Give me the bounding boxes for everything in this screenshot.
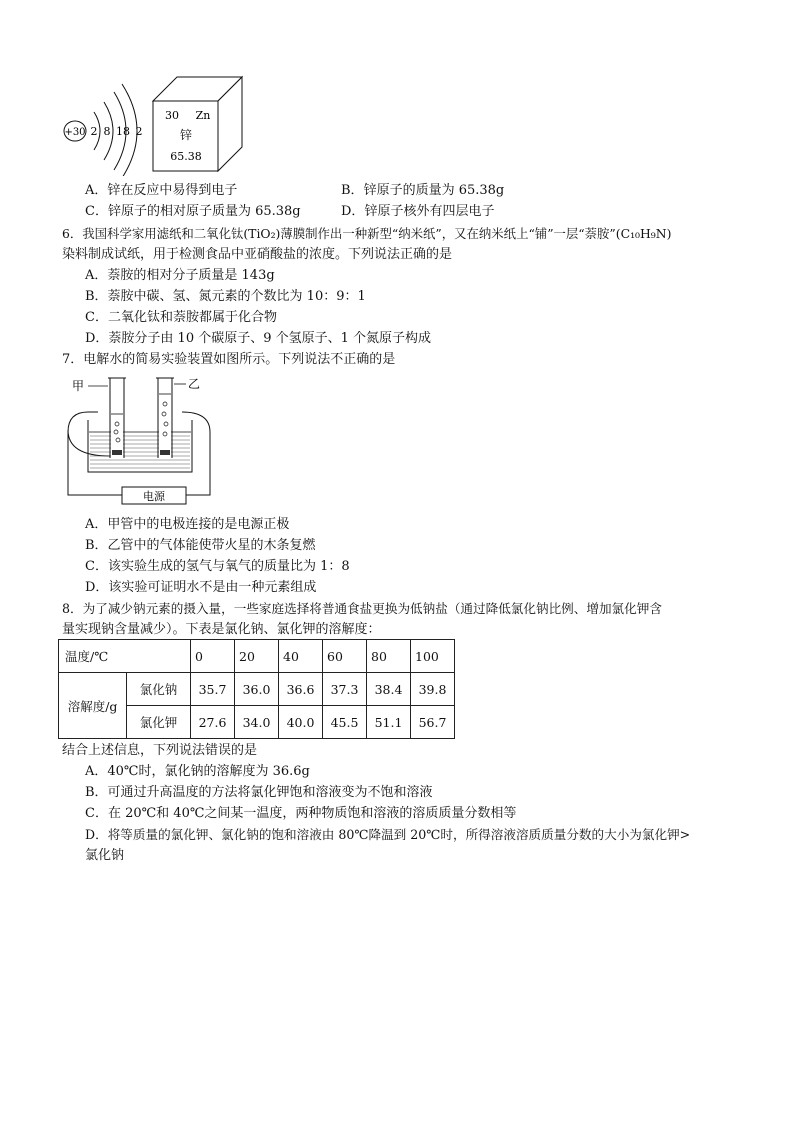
q7-option-c: C．该实验生成的氢气与氧气的质量比为 1：8 xyxy=(85,559,350,574)
solubility-cell: 36.6 xyxy=(279,673,323,706)
electrode-jia xyxy=(112,450,122,455)
option-label: D． xyxy=(341,204,365,219)
q8-option-b: B．可通过升高温度的方法将氯化钾饱和溶液变为不饱和溶液 xyxy=(85,785,433,800)
solubility-cell: 35.7 xyxy=(191,673,235,706)
q6-option-c: C．二氧化钛和萘胺都属于化合物 xyxy=(85,310,277,325)
option-label: C． xyxy=(85,204,108,219)
option-text: 锌原子的质量为 65.38g xyxy=(363,183,505,198)
solubility-cell: 45.5 xyxy=(323,706,367,739)
q7-option-b: B．乙管中的气体能使带火星的木条复燃 xyxy=(85,538,316,553)
q6-stem-line-1: 6．我国科学家用滤纸和二氧化钛(TiO₂)薄膜制作出一种新型“纳米纸”，又在纳米纸上“铺”一层“萘胺”(C₁₀H₉N) xyxy=(62,226,672,241)
solubility-cell: 37.3 xyxy=(323,673,367,706)
q8-option-a: A．40℃时，氯化钠的溶解度为 36.6g xyxy=(85,764,310,779)
q6-option-b: B．萘胺中碳、氢、氮元素的个数比为 10：9：1 xyxy=(85,289,366,304)
q5-option-b xyxy=(341,181,504,201)
solubility-cell: 56.7 xyxy=(411,706,455,739)
temp-cell: 20 xyxy=(235,640,279,673)
wire-left-top xyxy=(68,412,98,432)
temp-cell: 0 xyxy=(191,640,235,673)
atomic-mass: 65.38 xyxy=(170,150,202,163)
element-symbol: Zn xyxy=(195,109,211,122)
q5-option-c xyxy=(85,202,301,222)
temp-cell: 100 xyxy=(411,640,455,673)
temp-cell: 80 xyxy=(367,640,411,673)
option-label: A． xyxy=(85,183,108,198)
power-supply-label: 电源 xyxy=(143,490,165,503)
q8-option-d-continued: 氯化钠 xyxy=(85,848,125,863)
q8-option-c: C．在 20℃和 40℃之间某一温度，两种物质饱和溶液的溶质质量分数相等 xyxy=(85,806,517,821)
shell-count-4: 2 xyxy=(135,125,143,138)
substance-name: 氯化钠 xyxy=(127,673,191,706)
q7-option-a: A．甲管中的电极连接的是电源正极 xyxy=(85,517,290,532)
tube-label-yi: 乙 xyxy=(188,377,201,391)
water-hatching xyxy=(90,436,190,468)
electrolysis-apparatus-figure xyxy=(60,370,220,510)
temp-cell: 40 xyxy=(279,640,323,673)
solubility-cell: 38.4 xyxy=(367,673,411,706)
substance-name: 氯化钾 xyxy=(127,706,191,739)
table-row xyxy=(59,640,455,673)
shell-count-3: 18 xyxy=(116,125,130,138)
electrode-yi xyxy=(160,450,170,455)
q7-option-d: D．该实验可证明水不是由一种元素组成 xyxy=(85,580,317,595)
atomic-number: 30 xyxy=(165,109,179,122)
option-text: 锌原子核外有四层电子 xyxy=(364,204,495,219)
q5-option-a xyxy=(85,181,237,201)
q8-option-d: D．将等质量的氯化钾、氯化钠的饱和溶液由 80℃降温到 20℃时，所得溶液溶质质量分数的大小为氯化钾> xyxy=(85,827,691,842)
q8-stem-line-1: 8．为了减少钠元素的摄入量，一些家庭选择将普通食盐更换为低钠盐（通过降低氯化钠比例、增加氯化钾含 xyxy=(62,601,662,616)
shell-count-1: 2 xyxy=(90,125,98,138)
solubility-header: 溶解度/g xyxy=(59,673,127,739)
solubility-cell: 51.1 xyxy=(367,706,411,739)
solubility-cell: 27.6 xyxy=(191,706,235,739)
q6-stem-line-2: 染料制成试纸，用于检测食品中亚硝酸盐的浓度。下列说法正确的是 xyxy=(62,247,453,262)
nucleus-charge: +30 xyxy=(64,127,86,138)
solubility-cell: 36.0 xyxy=(235,673,279,706)
wire-right xyxy=(182,412,210,495)
solubility-cell: 39.8 xyxy=(411,673,455,706)
q6-option-d: D．萘胺分子由 10 个碳原子、9 个氢原子、1 个氮原子构成 xyxy=(85,331,432,346)
solubility-cell: 34.0 xyxy=(235,706,279,739)
q8-stem-line-2: 量实现钠含量减少）。下表是氯化钠、氯化钾的溶解度： xyxy=(62,622,381,637)
q6-option-a: A．萘胺的相对分子质量是 143g xyxy=(85,268,275,283)
q7-stem: 7．电解水的简易实验装置如图所示。下列说法不正确的是 xyxy=(62,352,396,367)
shell-count-2: 8 xyxy=(103,125,111,138)
table-row xyxy=(59,673,455,706)
tube-label-jia: 甲 xyxy=(72,379,85,393)
temp-cell: 60 xyxy=(323,640,367,673)
q5-option-d xyxy=(341,202,494,222)
solubility-cell: 40.0 xyxy=(279,706,323,739)
option-label: B． xyxy=(341,183,364,198)
q8-prompt: 结合上述信息，下列说法错误的是 xyxy=(62,743,258,758)
periodic-cell-figure xyxy=(150,74,250,174)
option-text: 锌原子的相对原子质量为 65.38g xyxy=(107,204,301,219)
solubility-table xyxy=(58,639,455,739)
element-name: 锌 xyxy=(179,128,193,142)
option-text: 锌在反应中易得到电子 xyxy=(107,183,238,198)
temp-header: 温度/℃ xyxy=(59,640,191,673)
